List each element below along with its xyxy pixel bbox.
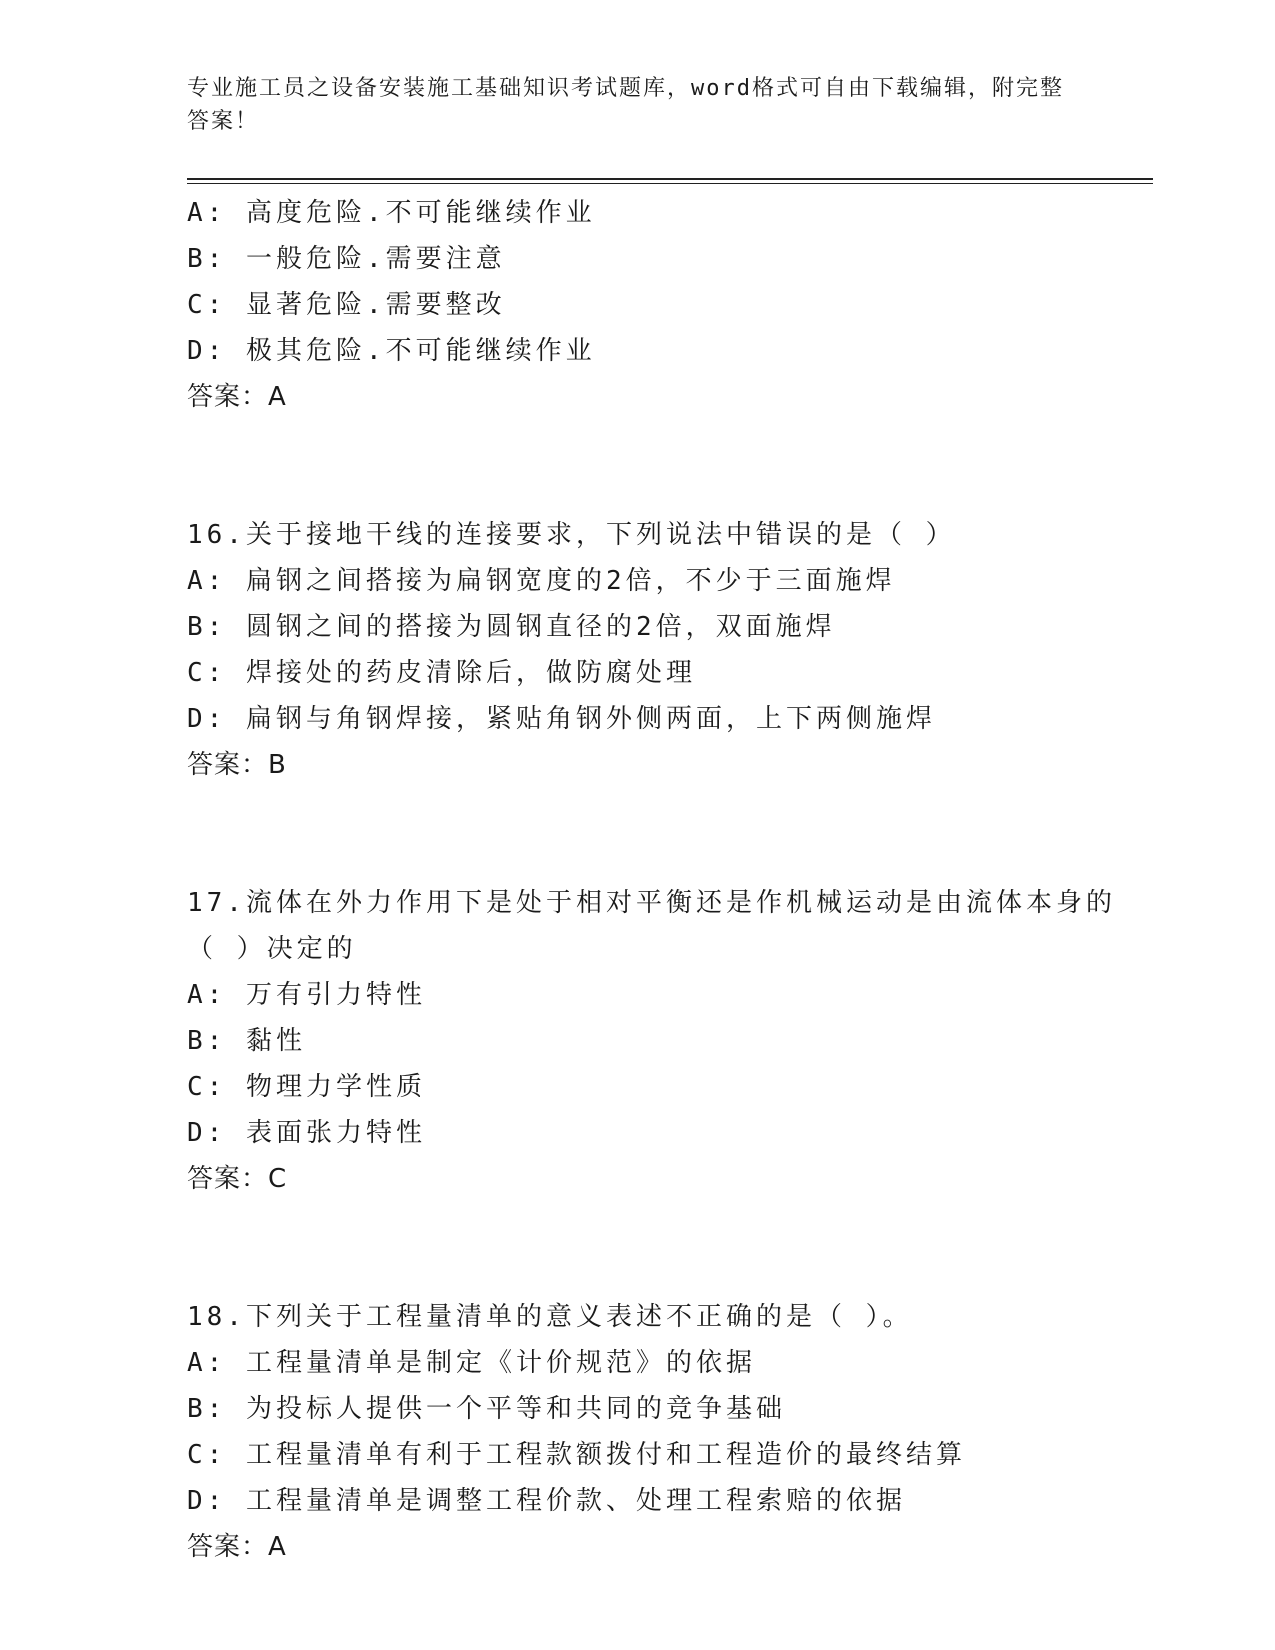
- option-d: D: 扁钢与角钢焊接，紧贴角钢外侧两面，上下两侧施焊: [187, 704, 936, 734]
- question-15-continued: [187, 190, 1127, 420]
- question-stem: 18.下列关于工程量清单的意义表述不正确的是（ ）。: [187, 1302, 913, 1332]
- question-stem: 16.关于接地干线的连接要求，下列说法中错误的是（ ）: [187, 520, 956, 550]
- option-d: D: 工程量清单是调整工程价款、处理工程索赔的依据: [187, 1486, 906, 1516]
- option-b: B: 为投标人提供一个平等和共同的竞争基础: [187, 1394, 786, 1424]
- option-a: A: 万有引力特性: [187, 980, 426, 1010]
- answer: 答案：B: [187, 750, 287, 780]
- header-rule-thin: [187, 183, 1153, 184]
- answer: 答案：A: [187, 382, 287, 412]
- option-d: D: 极其危险.不可能继续作业: [187, 336, 596, 366]
- option-a: A: 高度危险.不可能继续作业: [187, 198, 596, 228]
- question-stem-line-2: （ ）决定的: [187, 934, 357, 964]
- spacer: [187, 466, 1127, 512]
- option-b: B: 黏性: [187, 1026, 306, 1056]
- spacer: [187, 1248, 1127, 1294]
- question-16: [187, 512, 1127, 788]
- header-rule-thick: [187, 178, 1153, 180]
- answer: 答案：C: [187, 1164, 288, 1194]
- answer: 答案：A: [187, 1532, 287, 1562]
- question-stem-line-1: 17.流体在外力作用下是处于相对平衡还是作机械运动是由流体本身的: [187, 888, 1116, 918]
- spacer: [187, 1202, 1127, 1248]
- option-c: C: 显著危险.需要整改: [187, 290, 506, 320]
- question-17: [187, 880, 1127, 1202]
- question-18: [187, 1294, 1127, 1570]
- document-header: 专业施工员之设备安装施工基础知识考试题库，word格式可自由下载编辑，附完整答案！: [187, 76, 1064, 134]
- spacer: [187, 834, 1127, 880]
- option-c: C: 焊接处的药皮清除后，做防腐处理: [187, 658, 696, 688]
- option-b: B: 一般危险.需要注意: [187, 244, 506, 274]
- option-a: A: 工程量清单是制定《计价规范》的依据: [187, 1348, 756, 1378]
- spacer: [187, 420, 1127, 466]
- document-body: [187, 190, 1127, 1570]
- option-c: C: 物理力学性质: [187, 1072, 426, 1102]
- option-a: A: 扁钢之间搭接为扁钢宽度的2倍，不少于三面施焊: [187, 566, 896, 596]
- option-d: D: 表面张力特性: [187, 1118, 426, 1148]
- option-c: C: 工程量清单有利于工程款额拨付和工程造价的最终结算: [187, 1440, 966, 1470]
- option-b: B: 圆钢之间的搭接为圆钢直径的2倍，双面施焊: [187, 612, 836, 642]
- spacer: [187, 788, 1127, 834]
